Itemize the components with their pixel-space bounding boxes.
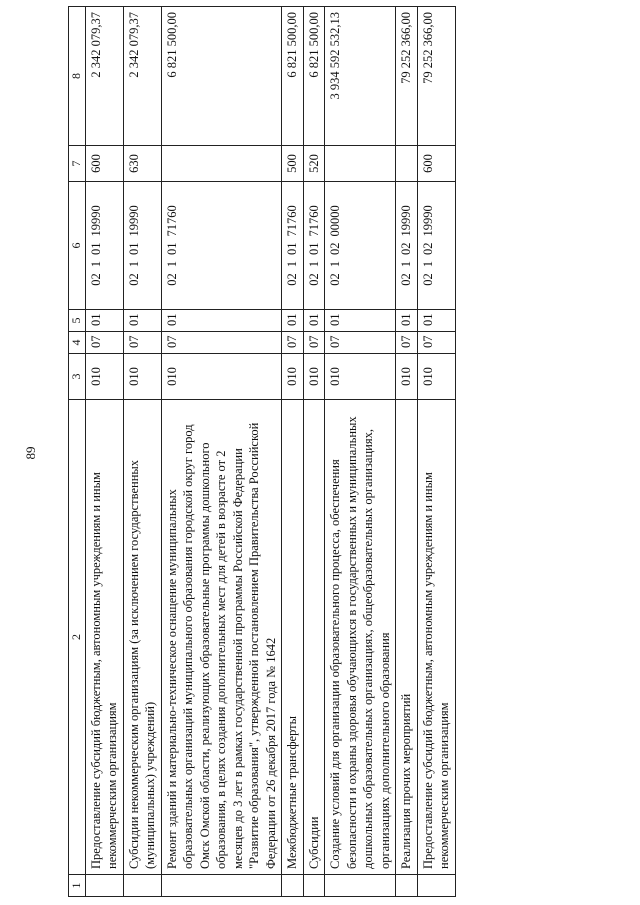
expense-type-cell: 500: [282, 146, 304, 182]
target-article-part: 01: [164, 242, 179, 255]
header-cell: 8: [69, 7, 86, 146]
target-article-part: 1: [285, 261, 300, 268]
header-cell: 7: [69, 146, 86, 182]
target-article-cell: [85, 182, 123, 310]
target-article-part: 01: [126, 242, 141, 255]
target-article-part: 19990: [420, 205, 435, 237]
amount-cell: 2 342 079,37: [85, 7, 123, 146]
row-number-cell: [396, 875, 418, 897]
department-code-cell: 010: [325, 354, 396, 400]
subsection-code-cell: 01: [282, 310, 304, 332]
department-code-cell: 010: [161, 354, 282, 400]
expense-type-cell: 630: [123, 146, 161, 182]
amount-cell: 6 821 500,00: [303, 7, 325, 146]
target-article-part: 1: [88, 261, 103, 268]
row-number-cell: [123, 875, 161, 897]
target-article-part: 1: [399, 261, 414, 268]
target-article-part: 1: [420, 261, 435, 268]
target-article-cell: [303, 182, 325, 310]
amount-cell: 6 821 500,00: [161, 7, 282, 146]
target-article-part: 01: [285, 242, 300, 255]
subsection-code-cell: 01: [417, 310, 455, 332]
subsection-code-cell: 01: [161, 310, 282, 332]
target-article-part: 02: [420, 273, 435, 286]
target-article-part: 02: [328, 273, 343, 286]
table-row: [123, 7, 161, 897]
section-code-cell: 07: [303, 332, 325, 354]
target-article-part: 02: [285, 273, 300, 286]
section-code-cell: 07: [85, 332, 123, 354]
target-article-part: 02: [306, 273, 321, 286]
header-cell: 1: [69, 875, 86, 897]
department-code-cell: 010: [396, 354, 418, 400]
target-article-part: 02: [399, 273, 414, 286]
row-name-cell: Предоставление субсидий бюджетным, автономным учреждениям и иным некоммерческим организациям: [417, 400, 455, 875]
header-cell: 6: [69, 182, 86, 310]
subsection-code-cell: 01: [85, 310, 123, 332]
target-article-cell: [325, 182, 396, 310]
table-row: [417, 7, 455, 897]
section-code-cell: 07: [123, 332, 161, 354]
target-article-part: 01: [88, 242, 103, 255]
department-code-cell: 010: [85, 354, 123, 400]
row-number-cell: [85, 875, 123, 897]
department-code-cell: 010: [417, 354, 455, 400]
target-article-part: 71760: [285, 205, 300, 237]
target-article-cell: [417, 182, 455, 310]
table-row: [325, 7, 396, 897]
row-name-cell: Ремонт зданий и материально-техническое оснащение муниципальных образовательных организаций муниципального образования городской округ город Омск Омской области, реализующих образовательные программы дошкольного образования, в целях создания дополнительных мест для детей в возрасте от 2 месяцев до 3 лет в рамках государственной программы Российской Федерации "Развитие образования", утвержденной постановлением Правительства Российской Федерации от 26 декабря 2017 года № 1642: [161, 400, 282, 875]
section-code-cell: 07: [417, 332, 455, 354]
header-cell: 5: [69, 310, 86, 332]
target-article-part: 71760: [306, 205, 321, 237]
page-number: 89: [23, 446, 38, 460]
target-article-part: 02: [399, 242, 414, 255]
row-number-cell: [282, 875, 304, 897]
target-article-cell: [396, 182, 418, 310]
table-row: [85, 7, 123, 897]
target-article-part: 19990: [126, 205, 141, 237]
target-article-part: 02: [126, 273, 141, 286]
table-row: [303, 7, 325, 897]
row-number-cell: [161, 875, 282, 897]
header-row: [69, 7, 86, 897]
expense-type-cell: 600: [85, 146, 123, 182]
expense-type-cell: 600: [417, 146, 455, 182]
section-code-cell: 07: [396, 332, 418, 354]
target-article-cell: [161, 182, 282, 310]
table-row: [396, 7, 418, 897]
target-article-part: 02: [88, 273, 103, 286]
target-article-cell: [282, 182, 304, 310]
row-name-cell: Предоставление субсидий бюджетным, автономным учреждениям и иным некоммерческим организациям: [85, 400, 123, 875]
header-cell: 3: [69, 354, 86, 400]
section-code-cell: 07: [282, 332, 304, 354]
table-row: [282, 7, 304, 897]
amount-cell: 6 821 500,00: [282, 7, 304, 146]
row-name-cell: Реализация прочих мероприятий: [396, 400, 418, 875]
subsection-code-cell: 01: [396, 310, 418, 332]
budget-table: [68, 6, 456, 897]
expense-type-cell: 520: [303, 146, 325, 182]
row-number-cell: [303, 875, 325, 897]
expense-type-cell: [396, 146, 418, 182]
row-number-cell: [417, 875, 455, 897]
row-name-cell: Субсидии: [303, 400, 325, 875]
header-cell: 4: [69, 332, 86, 354]
amount-cell: 2 342 079,37: [123, 7, 161, 146]
expense-type-cell: [325, 146, 396, 182]
expense-type-cell: [161, 146, 282, 182]
amount-cell: 3 934 592 532,13: [325, 7, 396, 146]
target-article-part: 1: [328, 261, 343, 268]
target-article-part: 02: [328, 242, 343, 255]
target-article-part: 71760: [164, 205, 179, 237]
target-article-part: 00000: [328, 205, 343, 237]
section-code-cell: 07: [161, 332, 282, 354]
target-article-part: 02: [420, 242, 435, 255]
target-article-part: 1: [306, 261, 321, 268]
subsection-code-cell: 01: [303, 310, 325, 332]
target-article-part: 19990: [399, 205, 414, 237]
target-article-part: 1: [126, 261, 141, 268]
subsection-code-cell: 01: [123, 310, 161, 332]
target-article-part: 02: [164, 273, 179, 286]
row-name-cell: Субсидии некоммерческим организациям (за исключением государственных (муниципальных) учреждений): [123, 400, 161, 875]
department-code-cell: 010: [303, 354, 325, 400]
row-name-cell: Создание условий для организации образовательного процесса, обеспечения безопасности и охраны здоровья обучающихся в государственных и муниципальных дошкольных образовательных организациях, общеобразовательных организациях, организациях дополнительного образования: [325, 400, 396, 875]
target-article-part: 19990: [88, 205, 103, 237]
header-cell: 2: [69, 400, 86, 875]
subsection-code-cell: 01: [325, 310, 396, 332]
section-code-cell: 07: [325, 332, 396, 354]
amount-cell: 79 252 366,00: [417, 7, 455, 146]
amount-cell: 79 252 366,00: [396, 7, 418, 146]
rotated-page: [60, 0, 640, 905]
department-code-cell: 010: [282, 354, 304, 400]
target-article-cell: [123, 182, 161, 310]
target-article-part: 1: [164, 261, 179, 268]
row-number-cell: [325, 875, 396, 897]
table-row: [161, 7, 282, 897]
department-code-cell: 010: [123, 354, 161, 400]
target-article-part: 01: [306, 242, 321, 255]
row-name-cell: Межбюджетные трансферты: [282, 400, 304, 875]
